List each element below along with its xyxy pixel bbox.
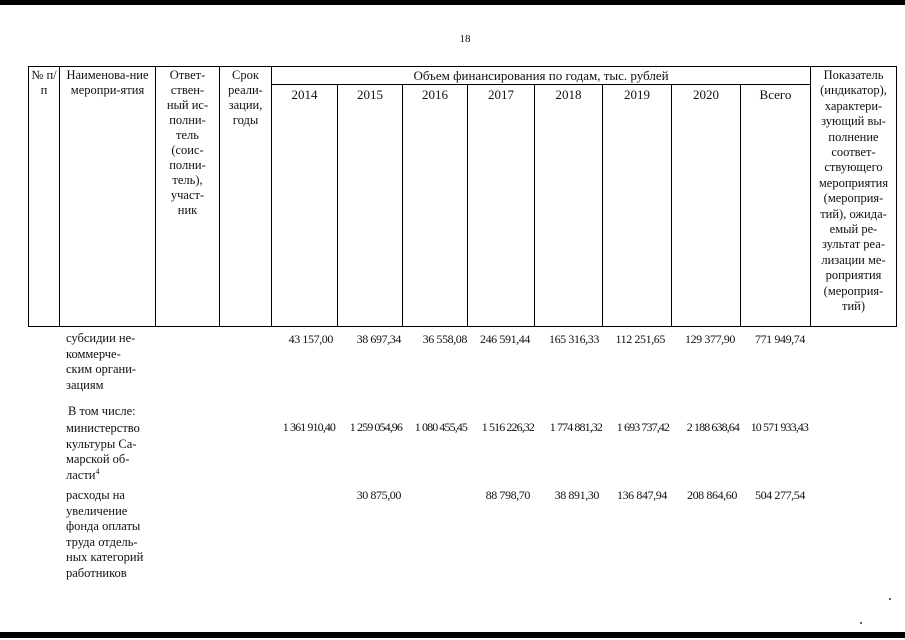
year-2014: 2014 [291, 87, 318, 102]
year-2016: 2016 [422, 87, 448, 102]
funding-subheader-line [271, 84, 810, 85]
header-responsible: Ответ- ствен- ный ис- полни- тель (соис- полни- тель), участ- ник [166, 68, 209, 217]
value-total: 504 277,54 [754, 488, 805, 502]
table-top-line [28, 66, 897, 67]
value-2014: 43 157,00 [288, 332, 333, 346]
row-label-ministry: министерство культуры Са- марской об- ласти$^4$ [66, 421, 140, 482]
year-2020: 2020 [693, 87, 719, 102]
year-2018: 2018 [555, 87, 582, 102]
value-2018: 38 891,30 [554, 488, 599, 502]
value-2016: 1 080 455,45 [414, 420, 467, 434]
top-border [0, 0, 905, 5]
value-2018: 165 316,33 [548, 332, 599, 346]
year-2015: 2015 [357, 87, 383, 102]
year-2017: 2017 [488, 87, 514, 102]
value-2015: 30 875,00 [356, 488, 401, 502]
value-2017: 246 591,44 [479, 332, 530, 346]
header-num: № п/п [31, 68, 57, 97]
value-2019: 112 251,65 [615, 332, 665, 346]
header-bottom-line [28, 326, 897, 327]
value-2015: 1 259 054,96 [349, 420, 402, 434]
value-2020: 129 377,90 [684, 332, 735, 346]
value-total: 10 571 933,43 [750, 420, 808, 434]
row-label-subsidies: субсидии не- коммерче- ским органи- зациям [66, 331, 137, 392]
scan-speck [889, 598, 891, 600]
scan-speck [860, 622, 862, 624]
year-2019: 2019 [624, 87, 650, 102]
value-2015: 38 697,34 [356, 332, 401, 346]
year-total: Всего [759, 87, 792, 102]
value-2019: 1 693 737,42 [616, 420, 669, 434]
page-number: 18 [459, 33, 471, 45]
value-total: 771 949,74 [754, 332, 805, 346]
value-2017: 88 798,70 [485, 488, 530, 502]
value-2016: 36 558,08 [422, 332, 467, 346]
header-funding-title: Объем финансирования по годам, тыс. рублей [413, 68, 669, 83]
header-name: Наименова-ние меропри-ятия [66, 68, 149, 97]
value-2019: 136 847,94 [616, 488, 667, 502]
value-2018: 1 774 881,32 [549, 420, 602, 434]
row-label-wage-fund: расходы на увеличение фонда оплаты труда отдель- ных категорий работников [66, 488, 144, 580]
value-2020: 208 864,60 [686, 488, 737, 502]
footnote-mark: 4 [95, 466, 100, 476]
row-label-including: В том числе: [68, 404, 136, 418]
header-indicator: Показатель (индикатор), характери- зующий вы- полнение соответ- ствующего мероприятия (мероприя- тий), ожида- емый ре- зультат реа- лизации ме- роприятия (мероприя- тий) [818, 68, 889, 314]
bottom-border [0, 632, 905, 638]
value-2017: 1 516 226,32 [481, 420, 534, 434]
value-2020: 2 188 638,64 [686, 420, 739, 434]
header-term: Срок реали- зации, годы [228, 68, 263, 127]
value-2014: 1 361 910,40 [282, 420, 335, 434]
